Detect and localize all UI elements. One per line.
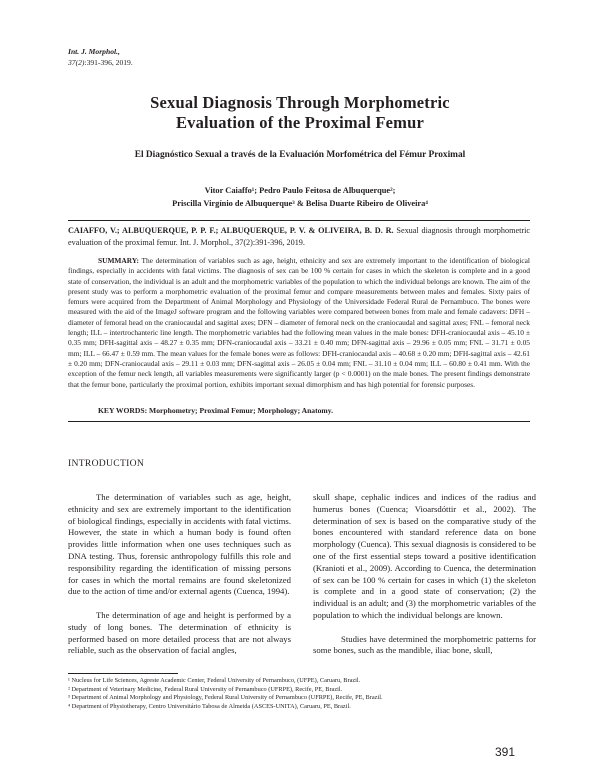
body-column-right (313, 492, 536, 669)
footnote: ¹ Nucleus for Life Sciences, Agreste Academic Center, Federal University of Pernambuco, (UFPE), Caruaru, Brazil. (68, 677, 361, 684)
paragraph: The determination of variables such as age, height, ethnicity and sex are extremely important to the identification of biological findings, especially in accidents with fatal victims. However, the state in which a human body is found often provides little information when one uses techniques such as DNA testing. Thus, forensic anthropology fulfills this role and responsibility regarding the identification of missing persons for cases in which the mortal remains are found skeletonized due to the action of time and/or external agents (Cuenca, 1994). (68, 492, 291, 597)
body-column-left (68, 492, 291, 669)
footnotes (68, 677, 530, 711)
citation (68, 225, 530, 249)
paragraph: The determination of age and height is performed by a study of long bones. The determination of ethnicity is performed based on more detailed process that are not always reliable, such as the observation of facial angles, (68, 609, 291, 656)
footnote: ² Department of Veterinary Medicine, Federal Rural University of Pernambuco (UFRPE), Recife, PE, Brazil. (68, 685, 343, 693)
title-line-1: Sexual Diagnosis Through Morphometric (150, 93, 450, 112)
summary-label: SUMMARY: (98, 256, 139, 265)
author-list (0, 184, 600, 210)
top-rule (68, 220, 530, 221)
summary (68, 256, 530, 390)
authors-line-1: Vitor Caiaffo¹; Pedro Paulo Feitosa de Albuquerque²; (204, 186, 396, 195)
footnote: ⁴ Department of Physiotherapy, Centro Universitário Tabosa de Almeida (ASCES-UNITA), Caruaru, PE, Brazil. (68, 702, 351, 710)
authors-line-2: Priscilla Virgínio de Albuquerque³ & Belisa Duarte Ribeiro de Oliveira⁴ (172, 199, 428, 208)
page-number: 391 (495, 745, 516, 759)
footnote: ³ Department of Animal Morphology and Physiology, Federal Rural University of Pernambuco (UFRPE), Recife, PE, Brazil. (68, 694, 383, 702)
article-title (0, 93, 600, 133)
spanish-title: El Diagnóstico Sexual a través de la Evaluación Morfométrica del Fémur Proximal (134, 150, 466, 160)
summary-text: The determination of variables such as age, height, ethnicity and sex are extremely important to the identification of biological findings, especially in accidents with fatal victims. The diagnosis of sex can be 100 % certain for cases in which the skeleton is complete and in a good state of conservation, the individual is an adult and the morphometric variables of the population to which the individual belongs are known. The aim of the present study was to perform a morphometric evaluation of the proximal femur and compare measurements between males and females. Sixty pairs of femurs were acquired from the Department of Animal Morphology and Physiology of the Universidade Federal Rural de Pernambuco. The bones were measured with the aid of the ImageJ software program and the following variables were compared between bones from male and female cadavers: DFH – diameter of femoral head on the craniocaudal and sagittal axes; DFN – diameter of femoral neck on the craniocaudal and sagittal axes; FNL – femoral neck length; ILL – intertrochanteric line length. The morphometric variables had the following mean values in the male bones: DFH-craniocaudal axis – 45.10 ± 0.35 mm; DFH-sagittal axis – 48.27 ± 0.35 mm; DFN-craniocaudal axis – 33.21 ± 0.40 mm; DFN-sagittal axis – 29.96 ± 0.05 mm; FNL – 31.71 ± 0.05 mm; ILL – 66.47 ± 0.59 mm. The mean values for the female bones were as follows: DFH-craniocaudal axis – 40.68 ± 0.20 mm; DFH-sagittal axis – 42.61 ± 0.20 mm; DFN-craniocaudal axis – 29.11 ± 0.03 mm; DFN-sagittal axis – 26.05 ± 0.04 mm; FNL – 31.10 ± 0.04 mm; ILL – 60.80 ± 0.41 mm. With the exception of the femur neck length, all variables measurements were significantly larger (p < 0.0001) on the male bones. The present findings demonstrate that the femur bone, particularly the proximal portion, exhibits important sexual dimorphism and has high potential for forensic purposes. (68, 256, 530, 389)
journal-name: Int. J. Morphol., (68, 47, 120, 56)
journal-info (68, 47, 133, 68)
citation-authors: CAIAFFO, V.; ALBUQUERQUE, P. P. F.; ALBUQUERQUE, P. V. & OLIVEIRA, B. D. R. (68, 226, 394, 235)
citation-text: Sexual diagnosis through morphometric evaluation of the proximal femur. Int. J. Morphol., 37(2):391-396, 2019. (68, 226, 530, 247)
title-line-2: Evaluation of the Proximal Femur (175, 113, 425, 132)
paragraph: skull shape, cephalic indices and indices of the radius and humerus bones (Cuenca; Vioarsdóttir et al., 2002). The determination of sex is based on the comparative study of the bones encountered with standard reference data on bone morphology (Cuenca). This sexual diagnosis is considered to be one of the first essential steps toward a positive identification (Kranioti et al., 2009). According to Cuenca, the determination of sex can be 100 % certain for cases in which (1) the skeleton is complete and in a good state of conservation; (2) the individual is an adult; and (3) the morphometric variables of the population to which the individual belongs are known. (313, 492, 536, 620)
journal-volume: 37(2) (68, 57, 85, 67)
paragraph: Studies have determined the morphometric patterns for some bones, such as the mandible, iliac bone, skull, (313, 633, 536, 656)
journal-pages: :391-396, 2019. (84, 57, 133, 67)
keywords: KEY WORDS: Morphometry; Proximal Femur; Morphology; Anatomy. (98, 406, 334, 415)
footnote-rule (68, 673, 178, 674)
bottom-rule (68, 421, 530, 422)
section-heading: INTRODUCTION (68, 458, 145, 469)
